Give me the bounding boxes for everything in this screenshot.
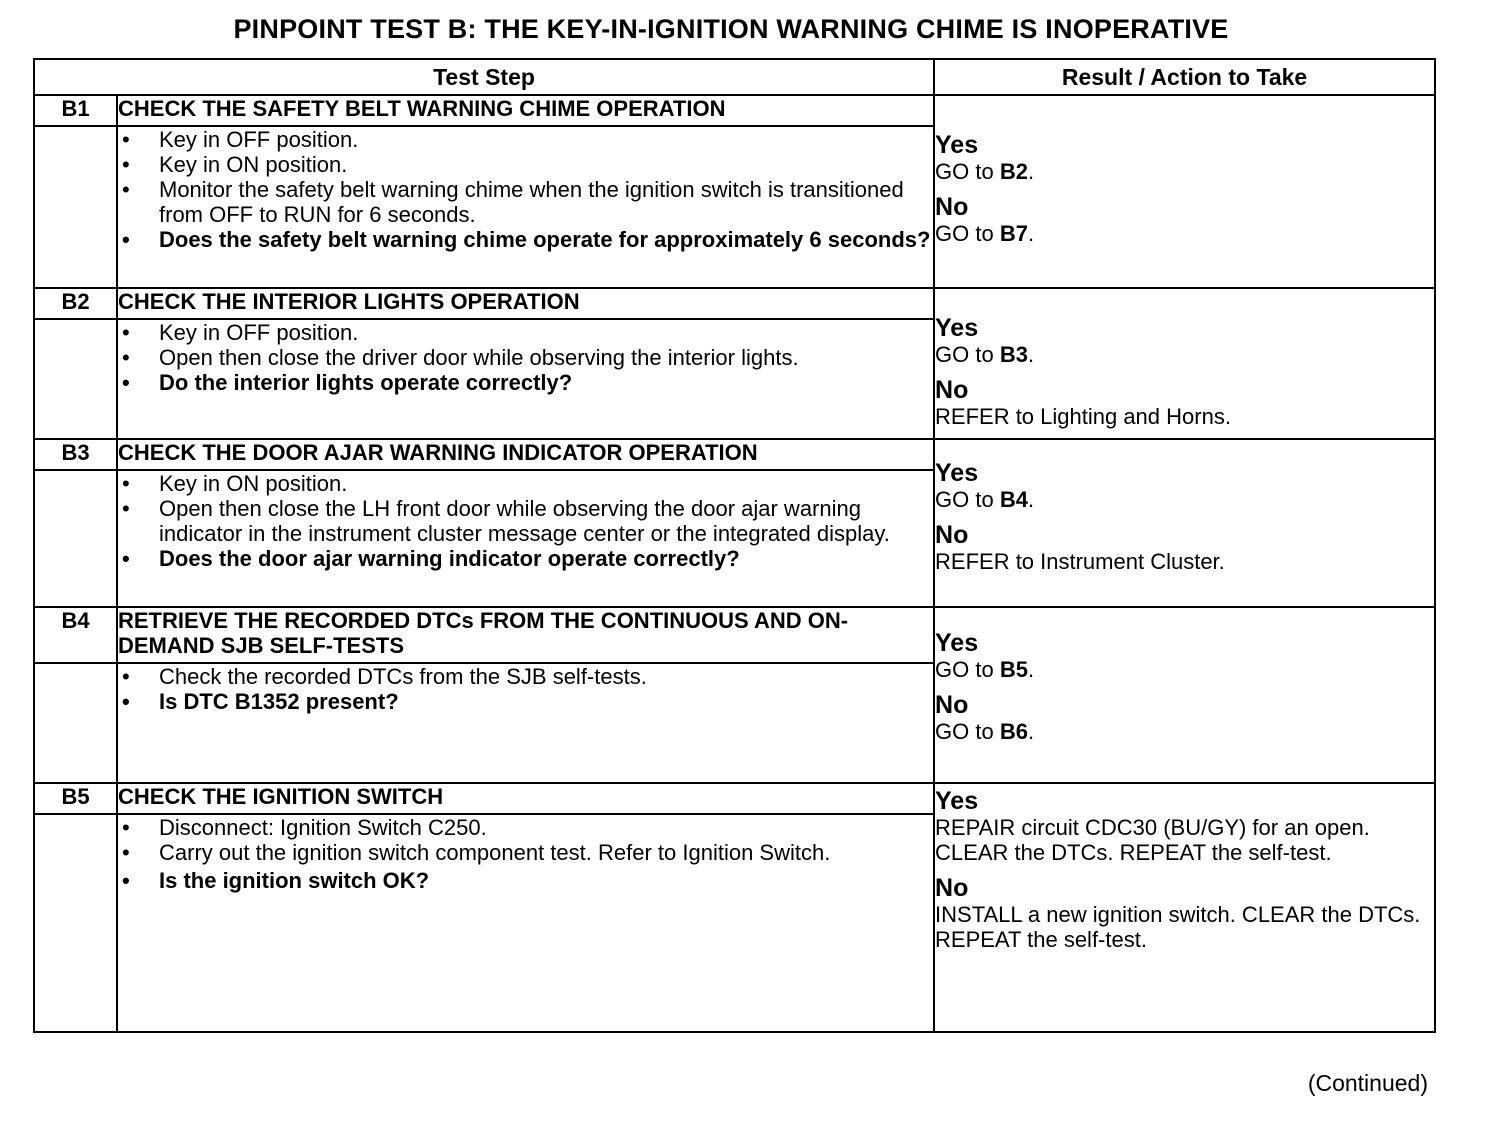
yes-action: GO to B3. bbox=[935, 342, 1035, 367]
step-instructions bbox=[117, 319, 934, 439]
step-heading: CHECK THE INTERIOR LIGHTS OPERATION bbox=[117, 288, 934, 319]
step-question: • Is the ignition switch OK? bbox=[118, 868, 933, 893]
no-step-ref: B7 bbox=[999, 221, 1028, 246]
yes-label: Yes bbox=[935, 459, 979, 487]
step-heading-row bbox=[34, 288, 1435, 319]
step-question: • Does the door ajar warning indicator operate correctly? bbox=[118, 546, 933, 571]
step-heading: CHECK THE DOOR AJAR WARNING INDICATOR OPERATION bbox=[117, 439, 934, 470]
step-result bbox=[934, 607, 1435, 783]
step-heading-row bbox=[34, 607, 1435, 663]
step-bullet: • Carry out the ignition switch component test. Refer to Ignition Switch. bbox=[118, 840, 933, 865]
page-title: PINPOINT TEST B: THE KEY-IN-IGNITION WARNING CHIME IS INOPERATIVE bbox=[233, 14, 1229, 44]
yes-step-ref: B5 bbox=[999, 657, 1028, 682]
step-bullet: • Disconnect: Ignition Switch C250. bbox=[118, 815, 933, 840]
step-id: B5 bbox=[34, 783, 117, 814]
step-id: B3 bbox=[34, 439, 117, 470]
step-heading: CHECK THE SAFETY BELT WARNING CHIME OPERATION bbox=[117, 95, 934, 126]
no-step-ref: B6 bbox=[999, 719, 1028, 744]
step-instructions bbox=[117, 814, 934, 1032]
yes-action: GO to B5. bbox=[935, 657, 1035, 682]
step-bullet: • Key in OFF position. bbox=[118, 320, 933, 345]
no-action: GO to B6. bbox=[935, 719, 1035, 744]
yes-step-ref: B2 bbox=[999, 159, 1028, 184]
yes-action: REPAIR circuit CDC30 (BU/GY) for an open. CLEAR the DTCs. REPEAT the self-test. bbox=[935, 815, 1370, 865]
yes-step-ref: B3 bbox=[999, 342, 1028, 367]
header-test-step: Test Step bbox=[34, 59, 934, 95]
pinpoint-test-table bbox=[33, 58, 1436, 1033]
continued-note: (Continued) bbox=[1307, 1070, 1428, 1096]
table-header-row bbox=[34, 59, 1435, 95]
step-bullet: • Check the recorded DTCs from the SJB self-tests. bbox=[118, 664, 933, 689]
step-bullet: • Key in OFF position. bbox=[118, 127, 933, 152]
yes-label: Yes bbox=[935, 314, 979, 342]
step-instructions bbox=[117, 663, 934, 783]
step-result bbox=[934, 95, 1435, 288]
step-id: B4 bbox=[34, 607, 117, 663]
step-bullet: • Key in ON position. bbox=[118, 471, 933, 496]
yes-action: GO to B2. bbox=[935, 159, 1035, 184]
yes-label: Yes bbox=[935, 629, 979, 657]
step-question: • Does the safety belt warning chime operate for approximately 6 seconds? bbox=[118, 227, 933, 252]
yes-step-ref: B4 bbox=[999, 487, 1028, 512]
no-label: No bbox=[935, 691, 969, 719]
step-instructions bbox=[117, 126, 934, 288]
step-bullet: • Open then close the LH front door while observing the door ajar warning indicator in the instrument cluster message center or the integrated display. bbox=[118, 496, 933, 546]
no-action: GO to B7. bbox=[935, 221, 1035, 246]
no-action: INSTALL a new ignition switch. CLEAR the DTCs. REPEAT the self-test. bbox=[935, 902, 1421, 952]
step-bullet: • Key in ON position. bbox=[118, 152, 933, 177]
step-heading-row bbox=[34, 439, 1435, 470]
step-id: B1 bbox=[34, 95, 117, 126]
step-heading-row bbox=[34, 95, 1435, 126]
step-result bbox=[934, 288, 1435, 439]
step-instructions bbox=[117, 470, 934, 607]
step-result bbox=[934, 783, 1435, 1032]
step-question: • Do the interior lights operate correctly? bbox=[118, 370, 933, 395]
no-action: REFER to Instrument Cluster. bbox=[935, 549, 1225, 574]
step-question: • Is DTC B1352 present? bbox=[118, 689, 933, 714]
step-result bbox=[934, 439, 1435, 607]
no-label: No bbox=[935, 376, 969, 404]
step-bullet: • Open then close the driver door while observing the interior lights. bbox=[118, 345, 933, 370]
no-label: No bbox=[935, 193, 969, 221]
yes-label: Yes bbox=[935, 787, 979, 815]
no-label: No bbox=[935, 874, 969, 902]
yes-label: Yes bbox=[935, 131, 979, 159]
step-bullet: • Monitor the safety belt warning chime when the ignition switch is transitioned from OFF to RUN for 6 seconds. bbox=[118, 177, 933, 227]
header-result-action: Result / Action to Take bbox=[934, 59, 1435, 95]
step-id: B2 bbox=[34, 288, 117, 319]
step-heading-row bbox=[34, 783, 1435, 814]
no-action: REFER to Lighting and Horns. bbox=[935, 404, 1231, 429]
step-heading: CHECK THE IGNITION SWITCH bbox=[117, 783, 934, 814]
no-label: No bbox=[935, 521, 969, 549]
step-heading: RETRIEVE THE RECORDED DTCs FROM THE CONTINUOUS AND ON-DEMAND SJB SELF-TESTS bbox=[117, 607, 934, 663]
yes-action: GO to B4. bbox=[935, 487, 1035, 512]
